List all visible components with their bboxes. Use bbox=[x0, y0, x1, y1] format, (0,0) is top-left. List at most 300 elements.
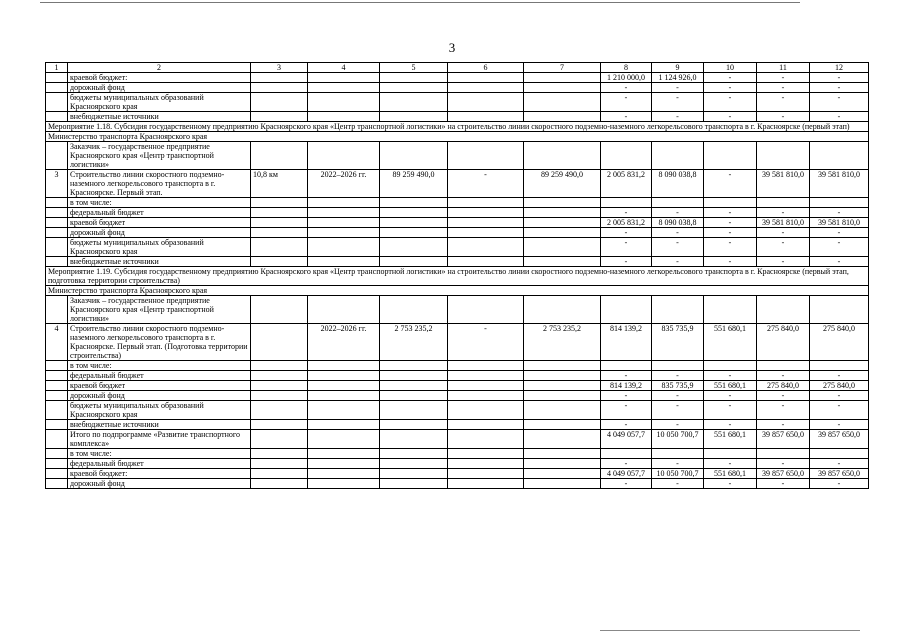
section-title: Министерство транспорта Красноярского края bbox=[46, 132, 869, 142]
section-row bbox=[46, 267, 869, 286]
table-cell-col-5 bbox=[380, 361, 448, 371]
table-row bbox=[46, 142, 869, 170]
table-row bbox=[46, 218, 869, 228]
table-cell-col-5 bbox=[380, 93, 448, 112]
table-cell-col-12: - bbox=[810, 208, 869, 218]
table-cell-col-12 bbox=[810, 198, 869, 208]
table-cell-col-1 bbox=[46, 83, 68, 93]
table-cell-col-10 bbox=[704, 142, 757, 170]
table-cell-col-2: дорожный фонд bbox=[68, 479, 251, 489]
table-cell-col-10: - bbox=[704, 208, 757, 218]
table-cell-col-6 bbox=[448, 93, 524, 112]
table-cell-col-6 bbox=[448, 430, 524, 449]
table-cell-col-10: 551 680,1 bbox=[704, 381, 757, 391]
header-cell: 3 bbox=[251, 63, 308, 73]
header-cell: 6 bbox=[448, 63, 524, 73]
table-row bbox=[46, 296, 869, 324]
table-cell-col-12 bbox=[810, 449, 869, 459]
table-cell-col-12: - bbox=[810, 228, 869, 238]
table-cell-col-4 bbox=[308, 296, 380, 324]
table-cell-col-7 bbox=[524, 83, 601, 93]
table-row bbox=[46, 257, 869, 267]
table-cell-col-8: 814 139,2 bbox=[601, 324, 652, 361]
table-cell-col-3 bbox=[251, 257, 308, 267]
table-cell-col-11: - bbox=[757, 459, 810, 469]
table-cell-col-12: - bbox=[810, 459, 869, 469]
table-cell-col-10: - bbox=[704, 218, 757, 228]
table-cell-col-1 bbox=[46, 361, 68, 371]
table-cell-col-8 bbox=[601, 449, 652, 459]
table-cell-col-7 bbox=[524, 391, 601, 401]
table-cell-col-1 bbox=[46, 391, 68, 401]
table-cell-col-5: 89 259 490,0 bbox=[380, 170, 448, 198]
table-cell-col-1 bbox=[46, 459, 68, 469]
table-row bbox=[46, 381, 869, 391]
table-cell-col-10: - bbox=[704, 459, 757, 469]
table-cell-col-10: 551 680,1 bbox=[704, 469, 757, 479]
table-cell-col-5 bbox=[380, 469, 448, 479]
table-cell-col-5 bbox=[380, 112, 448, 122]
table-cell-col-10: - bbox=[704, 83, 757, 93]
table-cell-col-11: - bbox=[757, 208, 810, 218]
table-cell-col-9 bbox=[652, 361, 704, 371]
table-cell-col-6 bbox=[448, 83, 524, 93]
table-cell-col-5 bbox=[380, 73, 448, 83]
table-cell-col-12: - bbox=[810, 257, 869, 267]
table-row bbox=[46, 371, 869, 381]
table-cell-col-1 bbox=[46, 93, 68, 112]
table-cell-col-9: - bbox=[652, 208, 704, 218]
table-cell-col-3 bbox=[251, 420, 308, 430]
table-cell-col-3: 10,8 км bbox=[251, 170, 308, 198]
table-cell-col-2: бюджеты муниципальных образований Красноярского края bbox=[68, 401, 251, 420]
table-cell-col-11 bbox=[757, 449, 810, 459]
table-cell-col-2: в том числе: bbox=[68, 361, 251, 371]
table-cell-col-5 bbox=[380, 198, 448, 208]
table-cell-col-8: - bbox=[601, 208, 652, 218]
table-cell-col-8: - bbox=[601, 83, 652, 93]
table-cell-col-11: - bbox=[757, 228, 810, 238]
table-cell-col-4 bbox=[308, 381, 380, 391]
table-cell-col-8: - bbox=[601, 401, 652, 420]
table-cell-col-5 bbox=[380, 459, 448, 469]
section-row bbox=[46, 122, 869, 132]
table-row bbox=[46, 208, 869, 218]
table-cell-col-1 bbox=[46, 381, 68, 391]
section-title: Мероприятие 1.19. Субсидия государственному предприятию Красноярского края «Центр транспортной логистики» на строительство линии скоростного подземно-наземного легкорельсового транспорта в г. Красноярске (первый этап, подготовка территории строительства) bbox=[46, 267, 869, 286]
table-cell-col-9: - bbox=[652, 112, 704, 122]
table-cell-col-4 bbox=[308, 142, 380, 170]
table-cell-col-4 bbox=[308, 228, 380, 238]
table-cell-col-2: Заказчик – государственное предприятие Красноярского края «Центр транспортной логистики» bbox=[68, 142, 251, 170]
table-cell-col-4 bbox=[308, 449, 380, 459]
table-cell-col-5 bbox=[380, 371, 448, 381]
table-cell-col-8: - bbox=[601, 228, 652, 238]
table-cell-col-9: - bbox=[652, 459, 704, 469]
table-cell-col-4 bbox=[308, 83, 380, 93]
table-cell-col-6 bbox=[448, 459, 524, 469]
header-cell: 7 bbox=[524, 63, 601, 73]
table-cell-col-11: - bbox=[757, 112, 810, 122]
table-cell-col-1 bbox=[46, 420, 68, 430]
table-cell-col-1 bbox=[46, 257, 68, 267]
table-cell-col-9: - bbox=[652, 401, 704, 420]
table-cell-col-5 bbox=[380, 401, 448, 420]
table-cell-col-7 bbox=[524, 296, 601, 324]
table-cell-col-11: - bbox=[757, 401, 810, 420]
table-cell-col-9 bbox=[652, 449, 704, 459]
table-cell-col-6 bbox=[448, 449, 524, 459]
table-cell-col-9: - bbox=[652, 238, 704, 257]
table-cell-col-5 bbox=[380, 479, 448, 489]
table-cell-col-12: 275 840,0 bbox=[810, 324, 869, 361]
table-cell-col-2: краевой бюджет: bbox=[68, 469, 251, 479]
table-cell-col-9: - bbox=[652, 391, 704, 401]
table-cell-col-12: - bbox=[810, 83, 869, 93]
table-cell-col-5 bbox=[380, 381, 448, 391]
table-cell-col-4 bbox=[308, 469, 380, 479]
table-cell-col-2: Строительство линии скоростного подземно-наземного легкорельсового транспорта в г. Красноярске. Первый этап. (Подготовка территории строительства) bbox=[68, 324, 251, 361]
table-cell-col-4: 2022–2026 гг. bbox=[308, 170, 380, 198]
table-cell-col-2: Строительство линии скоростного подземно-наземного легкорельсового транспорта в г. Красноярске. Первый этап. bbox=[68, 170, 251, 198]
table-cell-col-3 bbox=[251, 324, 308, 361]
top-rule bbox=[40, 2, 800, 3]
table-cell-col-2: федеральный бюджет bbox=[68, 459, 251, 469]
table-cell-col-5 bbox=[380, 142, 448, 170]
table-cell-col-8: 4 049 057,7 bbox=[601, 469, 652, 479]
table-cell-col-12 bbox=[810, 142, 869, 170]
table-cell-col-9: - bbox=[652, 228, 704, 238]
table-cell-col-11: - bbox=[757, 83, 810, 93]
table-cell-col-3 bbox=[251, 198, 308, 208]
table-cell-col-12: 39 581 810,0 bbox=[810, 170, 869, 198]
table-cell-col-7 bbox=[524, 420, 601, 430]
table-cell-col-3 bbox=[251, 381, 308, 391]
table-cell-col-2: дорожный фонд bbox=[68, 391, 251, 401]
table-cell-col-11: 39 857 650,0 bbox=[757, 430, 810, 449]
table-row bbox=[46, 430, 869, 449]
table-cell-col-6 bbox=[448, 142, 524, 170]
header-cell: 12 bbox=[810, 63, 869, 73]
table-cell-col-3 bbox=[251, 142, 308, 170]
table-cell-col-2: краевой бюджет: bbox=[68, 73, 251, 83]
table-cell-col-11: 275 840,0 bbox=[757, 381, 810, 391]
table-cell-col-3 bbox=[251, 73, 308, 83]
table-cell-col-3 bbox=[251, 430, 308, 449]
table-cell-col-12: - bbox=[810, 112, 869, 122]
table-cell-col-9: 1 124 926,0 bbox=[652, 73, 704, 83]
table-cell-col-8 bbox=[601, 198, 652, 208]
table-cell-col-1 bbox=[46, 198, 68, 208]
table-cell-col-10: - bbox=[704, 420, 757, 430]
table-cell-col-3 bbox=[251, 93, 308, 112]
table-cell-col-7 bbox=[524, 218, 601, 228]
table-cell-col-7: 2 753 235,2 bbox=[524, 324, 601, 361]
table-cell-col-4 bbox=[308, 198, 380, 208]
table-cell-col-9: - bbox=[652, 420, 704, 430]
table-cell-col-4 bbox=[308, 238, 380, 257]
section-title: Министерство транспорта Красноярского края bbox=[46, 286, 869, 296]
table-cell-col-2: внебюджетные источники bbox=[68, 420, 251, 430]
table-cell-col-6 bbox=[448, 257, 524, 267]
table-cell-col-6 bbox=[448, 479, 524, 489]
table-cell-col-2: в том числе: bbox=[68, 198, 251, 208]
table-row bbox=[46, 73, 869, 83]
table-cell-col-7 bbox=[524, 73, 601, 83]
table-cell-col-10: - bbox=[704, 371, 757, 381]
table-cell-col-3 bbox=[251, 449, 308, 459]
table-cell-col-12: - bbox=[810, 238, 869, 257]
table-cell-col-2: бюджеты муниципальных образований Красноярского края bbox=[68, 93, 251, 112]
table-cell-col-12 bbox=[810, 361, 869, 371]
table-cell-col-12: - bbox=[810, 73, 869, 83]
page-number: 3 bbox=[448, 40, 456, 55]
table-cell-col-1 bbox=[46, 430, 68, 449]
table-cell-col-10 bbox=[704, 449, 757, 459]
table-cell-col-6 bbox=[448, 391, 524, 401]
table-cell-col-6 bbox=[448, 198, 524, 208]
table-cell-col-1 bbox=[46, 142, 68, 170]
table-cell-col-2: краевой бюджет bbox=[68, 381, 251, 391]
table-cell-col-1 bbox=[46, 218, 68, 228]
table-cell-col-7 bbox=[524, 112, 601, 122]
table-cell-col-6 bbox=[448, 112, 524, 122]
table-cell-col-2: бюджеты муниципальных образований Красноярского края bbox=[68, 238, 251, 257]
table-cell-col-1 bbox=[46, 449, 68, 459]
table-cell-col-2: в том числе: bbox=[68, 449, 251, 459]
table-cell-col-4 bbox=[308, 391, 380, 401]
table-cell-col-5 bbox=[380, 83, 448, 93]
table-cell-col-6 bbox=[448, 228, 524, 238]
table-cell-col-8: 814 139,2 bbox=[601, 381, 652, 391]
table-cell-col-1 bbox=[46, 238, 68, 257]
table-cell-col-11: - bbox=[757, 73, 810, 83]
table-cell-col-7 bbox=[524, 371, 601, 381]
header-cell: 1 bbox=[46, 63, 68, 73]
header-cell: 10 bbox=[704, 63, 757, 73]
table-cell-col-6 bbox=[448, 73, 524, 83]
table-cell-col-1 bbox=[46, 228, 68, 238]
table-cell-col-9: 835 735,9 bbox=[652, 324, 704, 361]
table-cell-col-8: - bbox=[601, 238, 652, 257]
table-cell-col-10: - bbox=[704, 73, 757, 83]
table-cell-col-3 bbox=[251, 391, 308, 401]
table-cell-col-8: - bbox=[601, 479, 652, 489]
table-cell-col-10: - bbox=[704, 238, 757, 257]
table-cell-col-6: - bbox=[448, 324, 524, 361]
table-cell-col-12: 275 840,0 bbox=[810, 381, 869, 391]
table-cell-col-10 bbox=[704, 361, 757, 371]
table-cell-col-12: - bbox=[810, 479, 869, 489]
table-cell-col-9: - bbox=[652, 257, 704, 267]
table-cell-col-7 bbox=[524, 381, 601, 391]
table-cell-col-10: - bbox=[704, 228, 757, 238]
table-row bbox=[46, 198, 869, 208]
table-cell-col-5 bbox=[380, 449, 448, 459]
table-cell-col-1 bbox=[46, 112, 68, 122]
table-cell-col-9: - bbox=[652, 371, 704, 381]
table-cell-col-2: краевой бюджет bbox=[68, 218, 251, 228]
table-cell-col-1 bbox=[46, 401, 68, 420]
table-cell-col-8: 2 005 831,2 bbox=[601, 218, 652, 228]
table-cell-col-4 bbox=[308, 73, 380, 83]
table-cell-col-11: - bbox=[757, 391, 810, 401]
table-cell-col-12 bbox=[810, 296, 869, 324]
budget-table bbox=[45, 62, 869, 489]
table-row bbox=[46, 83, 869, 93]
table-cell-col-2: внебюджетные источники bbox=[68, 112, 251, 122]
table-cell-col-4 bbox=[308, 218, 380, 228]
table-cell-col-8 bbox=[601, 296, 652, 324]
table-cell-col-11: - bbox=[757, 238, 810, 257]
table-cell-col-7 bbox=[524, 401, 601, 420]
table-cell-col-10: - bbox=[704, 401, 757, 420]
header-cell: 11 bbox=[757, 63, 810, 73]
table-cell-col-7 bbox=[524, 142, 601, 170]
table-cell-col-6 bbox=[448, 218, 524, 228]
table-cell-col-11: - bbox=[757, 479, 810, 489]
table-cell-col-7: 89 259 490,0 bbox=[524, 170, 601, 198]
table-cell-col-2: Заказчик – государственное предприятие Красноярского края «Центр транспортной логистики» bbox=[68, 296, 251, 324]
table-cell-col-2: дорожный фонд bbox=[68, 83, 251, 93]
table-cell-col-5 bbox=[380, 257, 448, 267]
table-cell-col-8: - bbox=[601, 371, 652, 381]
table-cell-col-9 bbox=[652, 198, 704, 208]
table-cell-col-5 bbox=[380, 208, 448, 218]
table-cell-col-12: 39 581 810,0 bbox=[810, 218, 869, 228]
table-cell-col-1: 3 bbox=[46, 170, 68, 198]
table-cell-col-6 bbox=[448, 296, 524, 324]
header-cell: 5 bbox=[380, 63, 448, 73]
table-cell-col-4 bbox=[308, 459, 380, 469]
table-row bbox=[46, 420, 869, 430]
table-header-row bbox=[46, 63, 869, 73]
table-cell-col-5 bbox=[380, 228, 448, 238]
table-cell-col-3 bbox=[251, 469, 308, 479]
table-cell-col-7 bbox=[524, 93, 601, 112]
table-cell-col-12: - bbox=[810, 401, 869, 420]
table-cell-col-6 bbox=[448, 381, 524, 391]
table-cell-col-11: 39 581 810,0 bbox=[757, 170, 810, 198]
table-cell-col-5 bbox=[380, 218, 448, 228]
table-cell-col-4 bbox=[308, 479, 380, 489]
table-cell-col-5 bbox=[380, 238, 448, 257]
table-cell-col-5: 2 753 235,2 bbox=[380, 324, 448, 361]
table-cell-col-6 bbox=[448, 420, 524, 430]
header-cell: 4 bbox=[308, 63, 380, 73]
table-cell-col-3 bbox=[251, 459, 308, 469]
table-cell-col-7 bbox=[524, 449, 601, 459]
table-cell-col-11 bbox=[757, 296, 810, 324]
table-cell-col-4 bbox=[308, 401, 380, 420]
table-cell-col-1 bbox=[46, 371, 68, 381]
table-cell-col-3 bbox=[251, 228, 308, 238]
table-row bbox=[46, 238, 869, 257]
table-cell-col-10 bbox=[704, 198, 757, 208]
table-cell-col-11: - bbox=[757, 257, 810, 267]
section-row bbox=[46, 286, 869, 296]
table-row bbox=[46, 469, 869, 479]
table-cell-col-1 bbox=[46, 73, 68, 83]
table-cell-col-2: Итого по подпрограмме «Развитие транспортного комплекса» bbox=[68, 430, 251, 449]
table-cell-col-8: - bbox=[601, 391, 652, 401]
table-cell-col-11: - bbox=[757, 371, 810, 381]
table-cell-col-7 bbox=[524, 238, 601, 257]
table-cell-col-10 bbox=[704, 296, 757, 324]
table-cell-col-9: - bbox=[652, 479, 704, 489]
table-cell-col-4 bbox=[308, 257, 380, 267]
table-cell-col-7 bbox=[524, 198, 601, 208]
table-cell-col-11 bbox=[757, 361, 810, 371]
table-cell-col-4 bbox=[308, 420, 380, 430]
table-cell-col-11 bbox=[757, 142, 810, 170]
table-cell-col-7 bbox=[524, 459, 601, 469]
table-cell-col-2: федеральный бюджет bbox=[68, 208, 251, 218]
table-row bbox=[46, 459, 869, 469]
table-cell-col-8: 2 005 831,2 bbox=[601, 170, 652, 198]
table-cell-col-10: - bbox=[704, 391, 757, 401]
table-cell-col-3 bbox=[251, 238, 308, 257]
table-cell-col-2: дорожный фонд bbox=[68, 228, 251, 238]
table-cell-col-4 bbox=[308, 93, 380, 112]
table-cell-col-3 bbox=[251, 83, 308, 93]
table-cell-col-12: - bbox=[810, 93, 869, 112]
table-row bbox=[46, 401, 869, 420]
table-cell-col-5 bbox=[380, 391, 448, 401]
table-cell-col-10: 551 680,1 bbox=[704, 324, 757, 361]
table-row bbox=[46, 170, 869, 198]
table-cell-col-9: 8 090 038,8 bbox=[652, 218, 704, 228]
table-cell-col-4 bbox=[308, 208, 380, 218]
table-cell-col-11 bbox=[757, 198, 810, 208]
table-cell-col-6 bbox=[448, 361, 524, 371]
header-cell: 2 bbox=[68, 63, 251, 73]
table-cell-col-7 bbox=[524, 228, 601, 238]
table-row bbox=[46, 361, 869, 371]
table-cell-col-8: - bbox=[601, 93, 652, 112]
table-cell-col-6: - bbox=[448, 170, 524, 198]
header-cell: 8 bbox=[601, 63, 652, 73]
table-cell-col-12: 39 857 650,0 bbox=[810, 430, 869, 449]
table-cell-col-1 bbox=[46, 469, 68, 479]
table-cell-col-3 bbox=[251, 112, 308, 122]
table-cell-col-11: 275 840,0 bbox=[757, 324, 810, 361]
table-cell-col-11: 39 581 810,0 bbox=[757, 218, 810, 228]
table-cell-col-5 bbox=[380, 296, 448, 324]
table-cell-col-3 bbox=[251, 218, 308, 228]
table-row bbox=[46, 93, 869, 112]
table-cell-col-12: - bbox=[810, 391, 869, 401]
table-cell-col-8: 4 049 057,7 bbox=[601, 430, 652, 449]
table-cell-col-8: - bbox=[601, 112, 652, 122]
table-row bbox=[46, 449, 869, 459]
header-cell: 9 bbox=[652, 63, 704, 73]
table-cell-col-1 bbox=[46, 208, 68, 218]
table-cell-col-2: внебюджетные источники bbox=[68, 257, 251, 267]
table-cell-col-9: 10 050 700,7 bbox=[652, 469, 704, 479]
table-cell-col-8: - bbox=[601, 459, 652, 469]
table-cell-col-8: 1 210 000,0 bbox=[601, 73, 652, 83]
bottom-rule bbox=[600, 630, 860, 631]
table-cell-col-10: - bbox=[704, 112, 757, 122]
table-cell-col-7 bbox=[524, 257, 601, 267]
table-cell-col-5 bbox=[380, 420, 448, 430]
table-cell-col-8 bbox=[601, 142, 652, 170]
section-title: Мероприятие 1.18. Субсидия государственному предприятию Красноярского края «Центр транспортной логистики» на строительство линии скоростного подземно-наземного легкорельсового транспорта в г. Красноярске (первый этап) bbox=[46, 122, 869, 132]
table-cell-col-5 bbox=[380, 430, 448, 449]
table-cell-col-4 bbox=[308, 371, 380, 381]
table-row bbox=[46, 324, 869, 361]
